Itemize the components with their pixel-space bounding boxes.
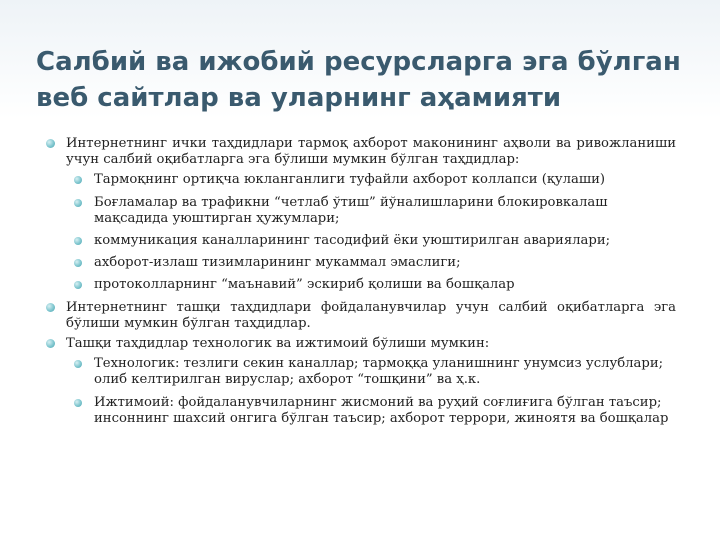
list-item-text: коммуникация каналларининг тасодифий ёки уюштирилган авариялари; — [94, 233, 611, 249]
list-item — [74, 233, 676, 249]
list-item — [46, 136, 676, 168]
bullet-icon — [74, 281, 82, 289]
bullet-icon — [74, 259, 82, 267]
list-item-text: ахборот-излаш тизимларининг мукаммал эмаслиги; — [94, 255, 461, 271]
list-item-text: Ижтимоий: фойдаланувчиларнинг жисмоний ва руҳий соғлиғига бўлган таъсир; инсоннинг шахсий онгига бўлган таъсир; ахборот террори, жиноятя ва бошқалар — [94, 394, 669, 426]
list-item-text: Боғламалар ва трафикни “четлаб ўтиш” йўналишларини блокировкалаш мақсадида уюштирган ҳужумлари; — [94, 194, 608, 226]
list-item — [74, 395, 676, 427]
list-item-text: Технологик: тезлиги секин каналлар; тармоққа уланишнинг унумсиз услублари; олиб келтирилган вируслар; ахборот “тошқини” ва ҳ.к. — [94, 356, 664, 388]
bullet-icon — [74, 399, 82, 407]
list-item — [74, 172, 676, 188]
bullet-icon — [74, 237, 82, 245]
list-item — [46, 336, 676, 352]
list-item — [74, 277, 676, 293]
list-item-text: Ташқи таҳдидлар технологик ва ижтимоий бўлиши мумкин: — [66, 336, 490, 352]
slide-title: Салбий ва ижобий ресурсларга эга бўлган веб сайтлар ва уларнинг аҳамияти — [36, 47, 681, 113]
list-item-text: Интернетнинг ички таҳдидлари тармоқ ахборот маконининг аҳволи ва ривожланиши учун салбий оқибатларга эга бўлиши мумкин бўлган таҳдидлар: — [66, 136, 676, 168]
bullet-icon — [46, 339, 55, 348]
list-item — [74, 356, 676, 388]
bullet-icon — [74, 176, 82, 184]
bullet-icon — [46, 303, 55, 312]
list-item — [46, 300, 676, 332]
list-item-text: протоколларнинг “маънавий” эскириб қолиши ва бошқалар — [94, 277, 515, 293]
list-item — [74, 255, 676, 271]
bullet-icon — [74, 360, 82, 368]
bullet-icon — [46, 139, 55, 148]
bullet-icon — [74, 199, 82, 207]
list-item-text: Интернетнинг ташқи таҳдидлари фойдаланувчилар учун салбий оқибатларга эга бўлиши мумкин бўлган таҳдидлар. — [66, 299, 676, 331]
list-item — [74, 195, 676, 227]
bullet-list — [46, 136, 676, 433]
list-item-text: Тармоқнинг ортиқча юкланганлиги туфайли ахборот коллапси (қулаши) — [94, 172, 606, 188]
